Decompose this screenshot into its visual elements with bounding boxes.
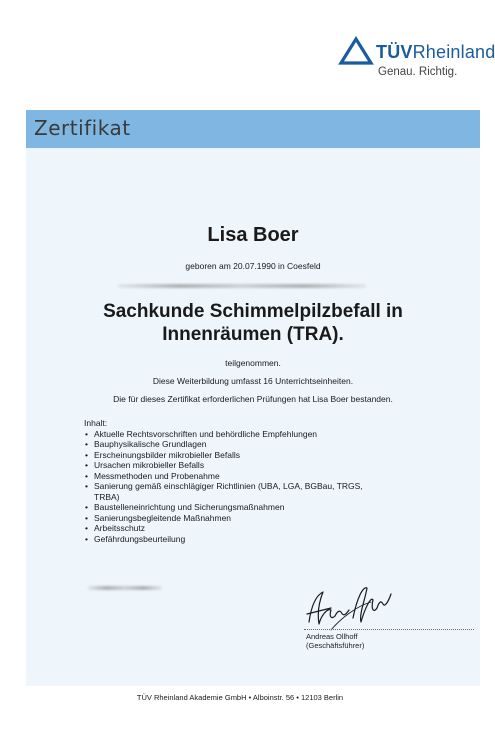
- logo-brand-name: TÜVRheinland: [376, 42, 495, 62]
- list-item: • Bauphysikalische Grundlagen: [84, 439, 363, 450]
- signer-role: (Geschäftsführer): [306, 641, 365, 650]
- content-list: [84, 429, 363, 545]
- triangle-logo-icon: [340, 38, 372, 64]
- exam-text: Die für dieses Zertifikat erforderlichen Prüfungen hat Lisa Boer bestanden.: [113, 394, 393, 404]
- list-item: • Baustelleneinrichtung und Sicherungsmaßnahmen: [84, 502, 363, 513]
- course-title: [26, 300, 480, 346]
- list-item: • Ursachen mikrobieller Befalls: [84, 460, 363, 471]
- list-item-continuation: TRBA): [94, 491, 120, 502]
- signature-line: [304, 629, 474, 630]
- tuv-logo: [340, 36, 495, 86]
- birth-info: geboren am 20.07.1990 in Coesfeld: [185, 261, 321, 271]
- signature-image: [301, 578, 401, 636]
- footer-address: TÜV Rheinland Akademie GmbH • Alboinstr. 56 • 12103 Berlin: [136, 693, 344, 702]
- certificate-body: [26, 148, 480, 686]
- list-item: [84, 481, 363, 502]
- course-title-line-2: Innenräumen (TRA).: [162, 324, 344, 345]
- signer: [306, 632, 364, 650]
- list-item-text: • Sanierung gemäß einschlägiger Richtlinien (UBA, LGA, BGBau, TRGS,: [94, 481, 363, 491]
- redacted-date: [88, 586, 162, 590]
- course-title-line-1: Sachkunde Schimmelpilzbefall in: [103, 301, 403, 322]
- list-item: • Erscheinungsbilder mikrobieller Befalls: [84, 450, 363, 461]
- header-band: [26, 110, 480, 148]
- content-heading: Inhalt:: [84, 418, 108, 428]
- logo-slogan: Genau. Richtig.: [378, 66, 458, 78]
- list-item: • Arbeitsschutz: [84, 523, 363, 534]
- redacted-line: [118, 284, 366, 288]
- units-text: Diese Weiterbildung umfasst 16 Unterrichtseinheiten.: [152, 376, 354, 386]
- content-section: [84, 418, 363, 544]
- list-item: • Sanierungsbegleitende Maßnahmen: [84, 513, 363, 524]
- signer-name: Andreas Ollhoff: [306, 632, 358, 641]
- list-item: • Gefährdungsbeurteilung: [84, 534, 363, 545]
- list-item: • Messmethoden und Probenahme: [84, 471, 363, 482]
- page-title: Zertifikat: [34, 116, 131, 140]
- recipient-name: Lisa Boer: [207, 224, 299, 246]
- list-item: • Aktuelle Rechtsvorschriften und behördliche Empfehlungen: [84, 429, 363, 440]
- participation-text: teilgenommen.: [225, 358, 281, 368]
